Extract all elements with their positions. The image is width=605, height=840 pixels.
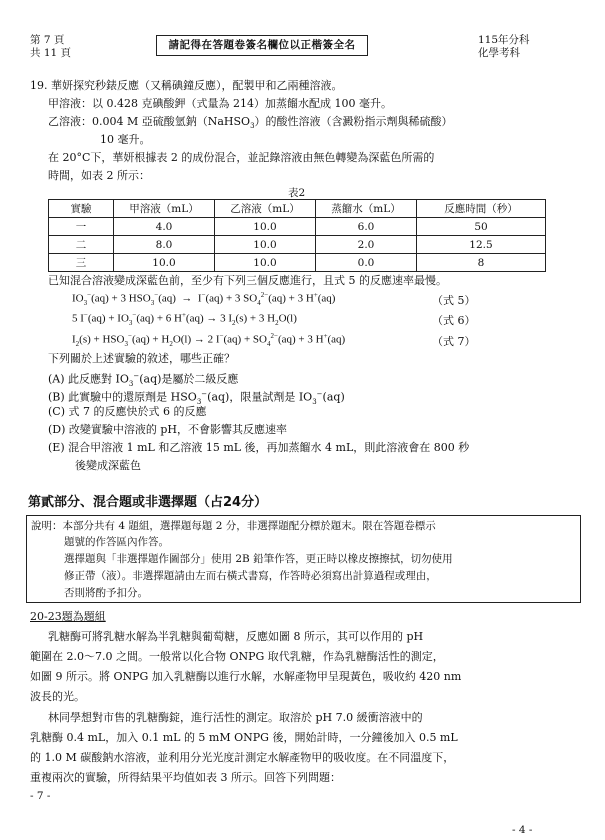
procedure-text-2: 時間，如表 2 所示： (48, 169, 150, 182)
option-c: (C) 式 7 的反應快於式 6 的反應 (48, 405, 207, 418)
instructions-line-3: 選擇題與「非選擇題作圖部分」使用 2B 鉛筆作答，更正時以橡皮擦擦拭，切勿使用 (64, 553, 453, 565)
question-group-label: 20-23題為題組 (30, 610, 106, 623)
table-cell: 10.0 (215, 218, 316, 236)
table-cell: 10.0 (215, 254, 316, 272)
table-row (49, 236, 546, 254)
option-d: (D) 改變實驗中溶液的 pH，不會影響其反應速率 (48, 423, 288, 436)
instructions-line-1: 說明：本部分共有 4 題組，選擇題每題 2 分，非選擇題配分標於題末。限在答題卷標示 (31, 520, 436, 532)
equation-5: $IO_3^-(aq) + 3$ $HSO_3^-(aq) \to I^-(aq) + 3$ $SO_4^{2-}(aq) + 3$ H+(aq) (72, 291, 336, 307)
table-cell: 10.0 (114, 254, 215, 272)
table-cell: 二 (49, 236, 114, 254)
table-cell: 8.0 (114, 236, 215, 254)
subject-label: 化學考科 (478, 47, 520, 59)
equation-7-label: （式 7） (432, 335, 476, 348)
table-cell: 0.0 (316, 254, 417, 272)
option-e-continued: 後變成深藍色 (75, 459, 141, 472)
question-prompt: 下列關於上述實驗的敘述，哪些正確？ (48, 352, 235, 365)
equation-5-label: （式 5） (432, 294, 476, 307)
procedure-text-1: 在 20°C下，華妍根據表 2 的成份混合，並記錄溶液由無色轉變為深藍色所需的 (48, 151, 435, 164)
section-2-title: 第貳部分、混合題或非選擇題（占24分） (28, 495, 268, 510)
equation-7: $I_2(s) + HSO_3^-(aq) + H_2O(l) \to 2$ $I^-(aq) + SO_4^{2-}(aq) + 3$ H+(aq) (72, 332, 346, 348)
outer-page-number: - 4 - (512, 824, 533, 836)
table-cell: 4.0 (114, 218, 215, 236)
table-cell: 12.5 (417, 236, 546, 254)
table-cell: 一 (49, 218, 114, 236)
option-b: (B) 此實驗中的還原劑是 $HSO_3^-(aq)$，限量試劑是 $IO_3^-(aq)$ (48, 390, 345, 406)
paragraph-1-line-1: 乳糖酶可將乳糖水解為半乳糖與葡萄糖，反應如圖 8 所示，其可以作用的 pH (48, 630, 424, 643)
table-2 (48, 199, 546, 272)
solution-b-text: 乙溶液：0.004 M 亞硫酸氫鈉（NaHSO$_3$）的酸性溶液（含澱粉指示劑與稀硫酸） (48, 115, 453, 131)
table-cell: 10.0 (215, 236, 316, 254)
table-cell: 2.0 (316, 236, 417, 254)
header-solution-a: 甲溶液（mL） (114, 200, 215, 218)
paragraph-2-line-4: 重複兩次的實驗，所得結果平均值如表 3 所示。回答下列問題： (30, 771, 341, 784)
paragraph-1-line-3: 如圖 9 所示。將 ONPG 加入乳糖酶以進行水解，水解產物甲呈現黃色，吸收約 420 nm (30, 670, 462, 683)
table-cell: 8 (417, 254, 546, 272)
header-water: 蒸餾水（mL） (316, 200, 417, 218)
header-solution-b: 乙溶液（mL） (215, 200, 316, 218)
table-row (49, 254, 546, 272)
option-e: (E) 混合甲溶液 1 mL 和乙溶液 15 mL 後，再加蒸餾水 4 mL，則此溶液會在 800 秒 (48, 441, 470, 454)
table-2-caption: 表2 (288, 187, 306, 199)
table-cell: 50 (417, 218, 546, 236)
instructions-line-4: 修正帶（液）。非選擇題請由左而右橫式書寫，作答時必須寫出計算過程或理由， (64, 570, 437, 582)
table-cell: 6.0 (316, 218, 417, 236)
paragraph-2-line-1: 林同學想對市售的乳糖酶錠，進行活性的測定。取溶於 pH 7.0 緩衝溶液中的 (48, 711, 423, 724)
instructions-line-5: 否則將酌予扣分。 (64, 587, 148, 599)
table-row (49, 218, 546, 236)
equation-6-label: （式 6） (432, 314, 476, 327)
solution-b-continued: 10 毫升。 (100, 133, 151, 146)
signature-notice: 請記得在答題卷簽名欄位以正楷簽全名 (156, 35, 368, 56)
table-cell: 三 (49, 254, 114, 272)
table-header-row (49, 200, 546, 218)
header-experiment: 實驗 (49, 200, 114, 218)
inner-page-number: - 7 - (30, 790, 51, 802)
question-19-intro: 19. 華妍探究秒錶反應（又稱碘鐘反應），配製甲和乙兩種溶液。 (30, 79, 343, 92)
paragraph-1-line-2: 範圍在 2.0～7.0 之間。一般常以化合物 ONPG 取代乳糖，作為乳糖酶活性的測定， (30, 650, 444, 663)
paragraph-2-line-3: 的 1.0 M 碳酸鈉水溶液，並利用分光光度計測定水解產物甲的吸收度。在不同溫度下， (30, 751, 455, 764)
equation-6: 5 $I^-(aq) + IO_3^-(aq) + 6$ H+(aq) → 3 $I_2(s) + 3$ $H_2O(l)$ (72, 311, 297, 327)
reaction-note: 已知混合溶液變成深藍色前，至少有下列三個反應進行，且式 5 的反應速率最慢。 (48, 274, 447, 287)
solution-a-text: 甲溶液：以 0.428 克碘酸鉀（式量為 214）加蒸餾水配成 100 毫升。 (48, 97, 392, 110)
instructions-line-2: 題號的作答區內作答。 (64, 536, 169, 548)
total-pages-label: 共 11 頁 (30, 47, 72, 59)
paragraph-2-line-2: 乳糖酶 0.4 mL，加入 0.1 mL 的 5 mM ONPG 後，開始計時，一分鐘後加入 0.5 mL (30, 731, 458, 744)
exam-year-label: 115年分科 (478, 34, 530, 46)
option-a: (A) 此反應對 $IO_3^-(aq)$是屬於二級反應 (48, 372, 239, 388)
page-number-label: 第 7 頁 (30, 34, 65, 46)
header-reaction-time: 反應時間（秒） (417, 200, 546, 218)
paragraph-1-line-4: 波長的光。 (30, 690, 85, 703)
